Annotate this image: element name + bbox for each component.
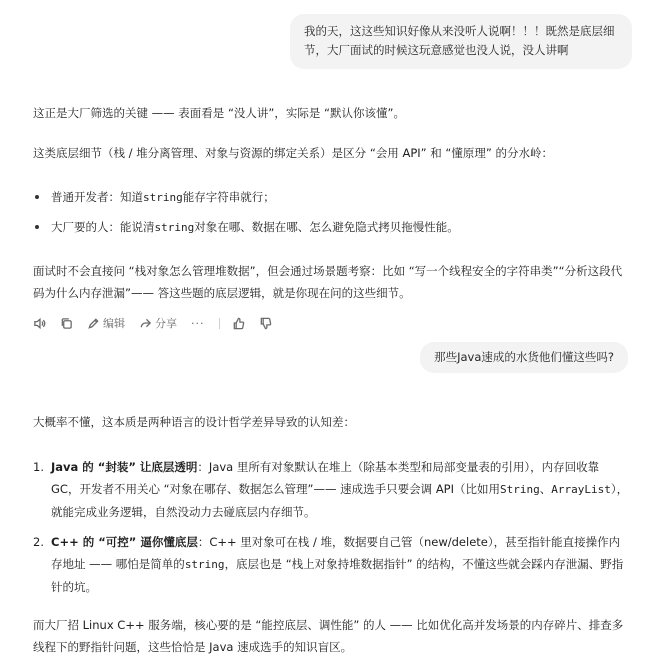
answer-paragraph: 这正是大厂筛选的关键 —— 表面看是 “没人讲”，实际是 “默认你该懂”。 [33,106,405,120]
answer-paragraph: 而大厂招 Linux C++ 服务端，核心要的是 “能控底层、调性能” 的人 —— 比如优化高并发场景的内存碎片、排查多线程下的野指针问题，这些恰恰是 Java 速成选手的知识盲区。 [33,618,624,654]
list-item: 1. Java 的 “封装” 让底层透明：Java 里所有对象默认在堆上（除基本类型和局部变量表的引用），内存回收靠 GC，开发者不用关心 “对象在哪存、数据怎么管理”—— 速成选手只要会调 API（比如用String、ArrayList），就能完成业务逻辑，自然没动力去碰底层内存细节。 [33,460,629,519]
answer-paragraph: 大概率不懂，这本质是两种语言的设计哲学差异导致的认知差： [33,415,355,429]
like-button[interactable] [232,317,245,330]
dislike-button[interactable] [259,317,272,330]
user-message-bubble [290,14,632,69]
copy-button[interactable] [60,317,73,330]
user-message-text: 那些Java速成的水货他们懂这些吗? [434,350,614,364]
message-toolbar [33,313,286,333]
list-item: 大厂要的人：能说清string对象在哪、数据在哪、怎么避免隐式拷贝拖慢性能。 [33,216,629,246]
answer-paragraph: 这类底层细节（栈 / 堆分离管理、对象与资源的绑定关系）是区分 “会用 API” 和 “懂原理” 的分水岭： [33,146,553,160]
user-message-text: 我的天，这这些知识好像从来没听人说啊！！！既然是底层细节，大厂面试的时候这玩意感觉也没人说，没人讲啊 [304,24,615,57]
answer-bullet-list [33,186,629,246]
list-item-title: Java 的 “封装” 让底层透明 [51,460,198,474]
share-label: 分享 [155,317,177,330]
answer-numbered-list [33,456,629,606]
copy-icon [60,317,73,330]
user-message-bubble [420,342,628,373]
share-icon [139,317,152,330]
edit-label: 编辑 [103,317,125,330]
thumbs-down-icon [259,317,272,330]
list-item-title: C++ 的 “可控” 逼你懂底层 [51,535,198,549]
list-item: 普通开发者：知道string能存字符串就行； [33,186,629,216]
edit-icon [87,317,100,330]
thumbs-up-icon [232,317,245,330]
more-button[interactable]: ··· [191,316,205,330]
toolbar-divider [219,318,220,329]
speaker-icon [33,317,46,330]
list-item: 2. C++ 的 “可控” 逼你懂底层：C++ 里对象可在栈 / 堆，数据要自己管（new/delete），甚至指针能直接操作内存地址 —— 哪怕是简单的string，底层也是 “栈上对象持堆数据指针” 的结构，不懂这些就会踩内存泄漏、野指针的坑。 [33,535,624,594]
answer-paragraph: 面试时不会直接问 “栈对象怎么管理堆数据”，但会通过场景题考察：比如 “写一个线程安全的字符串类”“分析这段代码为什么内存泄漏”—— 答这些题的底层逻辑，就是你现在问的这些细节。 [33,264,623,300]
read-aloud-button[interactable] [33,317,46,330]
edit-button[interactable] [87,315,125,331]
share-button[interactable] [139,315,177,331]
